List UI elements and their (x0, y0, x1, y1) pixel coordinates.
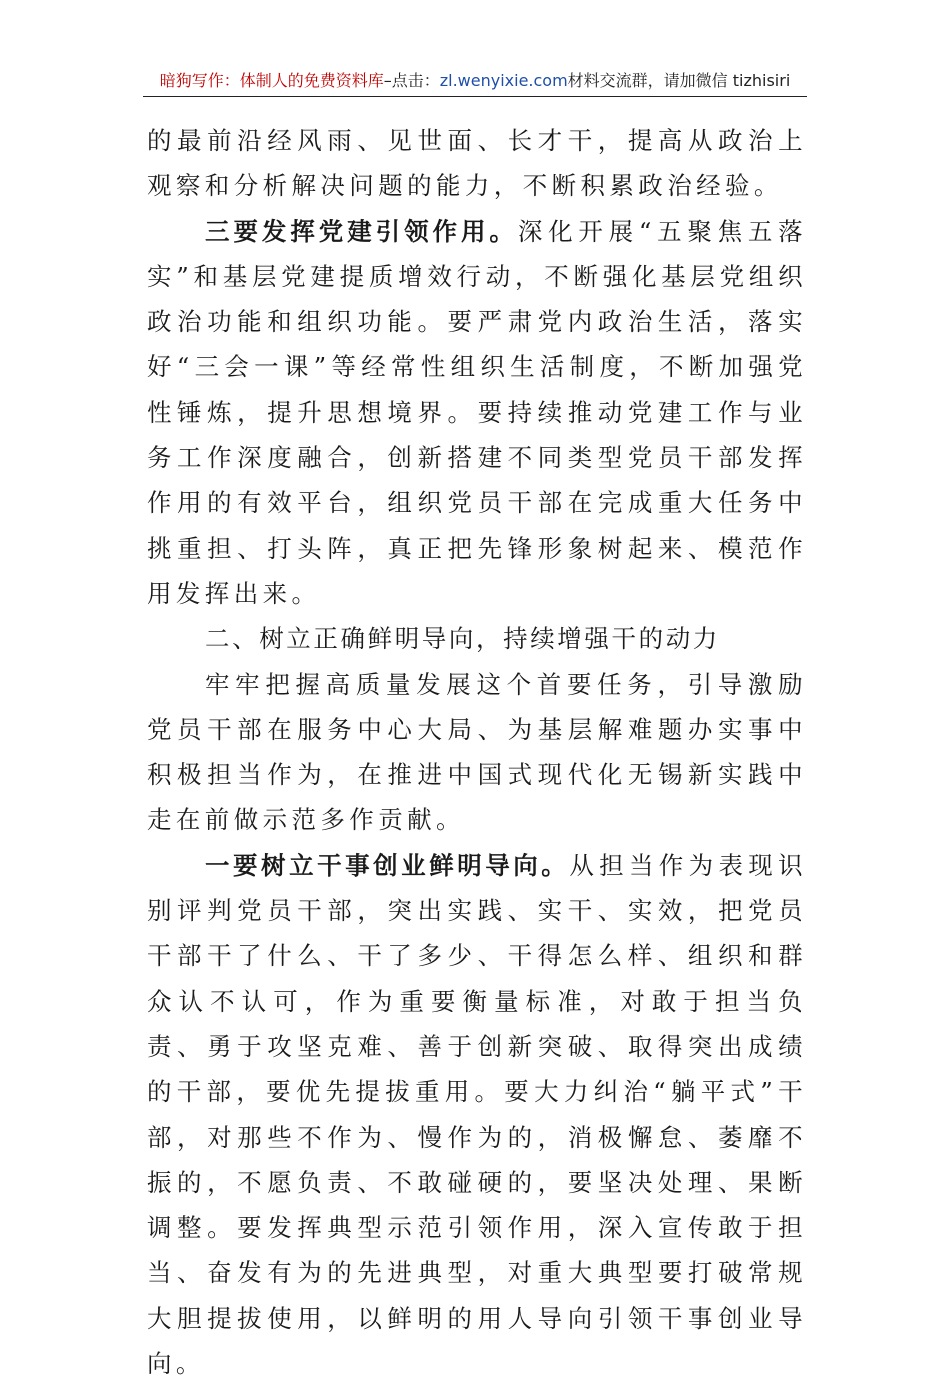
document-body (147, 118, 807, 1386)
header-suffix: 材料交流群，请加微信 tizhisiri (567, 71, 791, 90)
paragraph-orientation (147, 843, 807, 1386)
header-click-prefix: –点击： (383, 71, 440, 90)
paragraph-intro (147, 662, 807, 843)
paragraph-text: 从担当作为表现识别评判党员干部，突出实践、实干、实效，把党员干部干了什么、干了多少、干得怎么样、组织和群众认不认可，作为重要衡量标准，对敢于担当负责、勇于攻坚克难、善于创新突破、取得突出成绩的干部，要优先提拔重用。要大力纠治“躺平式”干部，对那些不作为、慢作为的，消极懈怠、萎靡不振的，不愿负责、不敢碰硬的，要坚决处理、果断调整。要发挥典型示范引领作用，深入宣传敢于担当、奋发有为的先进典型，对重大典型要打破常规大胆提拔使用，以鲜明的用人导向引领干事创业导向。 (147, 850, 807, 1379)
paragraph-continued (147, 118, 807, 209)
section-heading (147, 616, 807, 661)
header-url-link[interactable]: zl.wenyixie.com (439, 71, 568, 90)
paragraph-text: 的最前沿经风雨、见世面、长才干，提高从政治上观察和分析解决问题的能力，不断积累政治经验。 (147, 126, 807, 201)
paragraph-text: 牢牢把握高质量发展这个首要任务，引导激励党员干部在服务中心大局、为基层解难题办实事中积极担当作为，在推进中国式现代化无锡新实践中走在前做示范多作贡献。 (147, 669, 807, 835)
page-header (143, 66, 807, 96)
header-brand: 暗狗写作：体制人的免费资料库 (159, 71, 384, 90)
paragraph-lead-heading: 三要发挥党建引领作用。 (205, 216, 518, 246)
paragraph-lead-heading: 一要树立干事创业鲜明导向。 (205, 850, 570, 880)
header-divider (143, 96, 807, 97)
paragraph-text: 深化开展“五聚焦五落实”和基层党建提质增效行动，不断强化基层党组织政治功能和组织功能。要严肃党内政治生活，落实好“三会一课”等经常性组织生活制度，不断加强党性锤炼，提升思想境界。要持续推动党建工作与业务工作深度融合，创新搭建不同类型党员干部发挥作用的有效平台，组织党员干部在完成重大任务中挑重担、打头阵，真正把先锋形象树起来、模范作用发挥出来。 (147, 216, 807, 608)
paragraph-party-building (147, 209, 807, 617)
section-heading-text: 二、树立正确鲜明导向，持续增强干的动力 (205, 624, 720, 654)
